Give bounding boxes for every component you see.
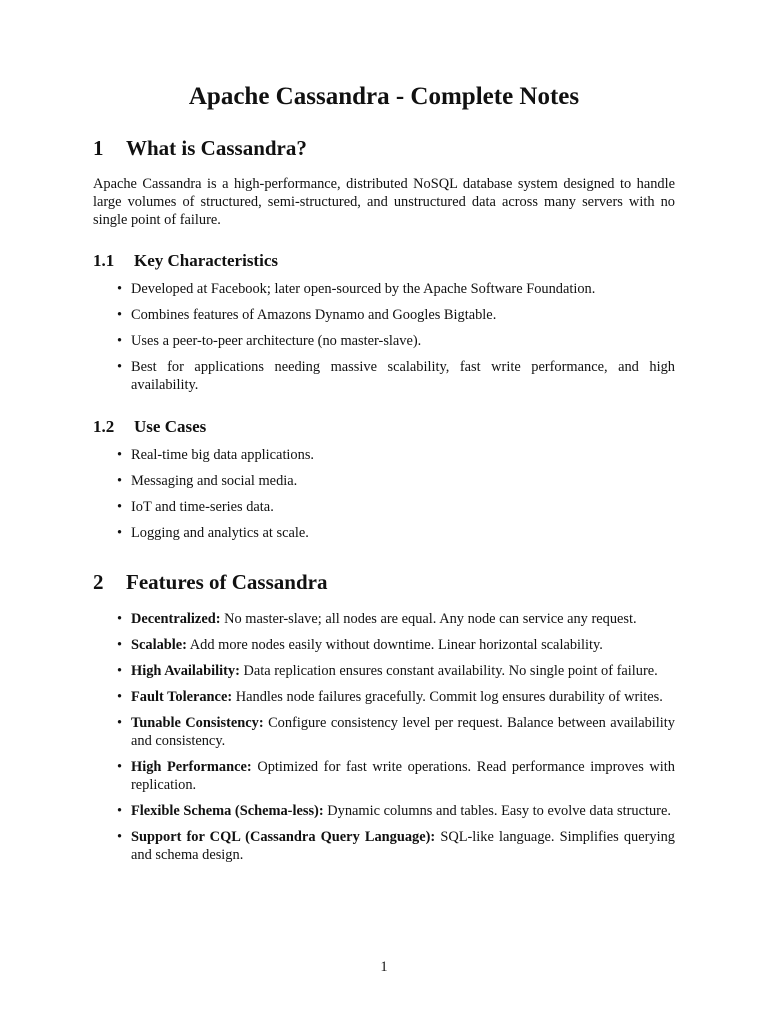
feature-text: Optimized for fast write operations. Read performance improves with replication. — [131, 759, 675, 793]
feature-term: Flexible Schema (Schema-less): — [131, 803, 324, 819]
feature-text: Add more nodes easily without downtime. Linear horizontal scalability. — [189, 637, 603, 653]
bullet-icon: • — [117, 307, 123, 323]
key-characteristics-list — [93, 280, 675, 402]
feature-text: SQL-like language. Simplifies querying and schema design. — [131, 829, 675, 863]
section-number: 1 — [93, 136, 104, 160]
bullet-icon: • — [117, 333, 123, 349]
subsection-number: 1.2 — [93, 417, 115, 436]
bullet-icon: • — [117, 499, 123, 515]
list-item — [93, 610, 675, 628]
feature-term: Tunable Consistency: — [131, 715, 264, 731]
list-item — [93, 714, 675, 750]
subsection-title: Use Cases — [134, 417, 207, 436]
list-item — [93, 636, 675, 654]
section-heading-1 — [93, 135, 307, 161]
feature-text: No master-slave; all nodes are equal. Any node can service any request. — [224, 611, 637, 627]
bullet-icon: • — [117, 611, 123, 627]
feature-term: Support for CQL (Cassandra Query Language): — [131, 829, 436, 845]
section-number: 2 — [93, 570, 104, 594]
feature-term: Fault Tolerance: — [131, 689, 233, 705]
list-item — [93, 828, 675, 864]
list-item: • Real-time big data applications. — [117, 447, 315, 463]
bullet-icon: • — [117, 663, 123, 679]
subsection-number: 1.1 — [93, 251, 115, 270]
subsection-title: Key Characteristics — [134, 251, 278, 270]
feature-text: Handles node failures gracefully. Commit log ensures durability of writes. — [235, 689, 663, 705]
list-item: • Best for applications needing massive scalability, fast write performance, and high availability. — [117, 359, 675, 393]
feature-term: High Availability: — [131, 663, 240, 679]
list-item: • Developed at Facebook; later open-sourced by the Apache Software Foundation. — [117, 281, 596, 297]
list-item: • IoT and time-series data. — [117, 499, 274, 515]
list-item — [93, 802, 675, 820]
list-item: • Uses a peer-to-peer architecture (no master-slave). — [117, 333, 422, 349]
section-intro-paragraph: Apache Cassandra is a high-performance, distributed NoSQL database system designed to handle large volumes of structured, semi-structured, and unstructured data across many servers with no single point of failure. — [93, 176, 675, 228]
list-item: • Messaging and social media. — [117, 473, 298, 489]
use-cases-list — [93, 446, 675, 550]
section-title: Features of Cassandra — [126, 570, 328, 594]
subsection-heading-1-2 — [93, 416, 206, 438]
bullet-icon: • — [117, 829, 123, 845]
document-title: Apache Cassandra - Complete Notes — [188, 83, 580, 110]
bullet-icon: • — [117, 759, 123, 775]
section-heading-2 — [93, 569, 327, 595]
feature-term: High Performance: — [131, 759, 252, 775]
page-number: 1 — [380, 959, 388, 975]
feature-text: Configure consistency level per request. Balance between availability and consistency. — [131, 715, 675, 749]
bullet-icon: • — [117, 689, 123, 705]
bullet-icon: • — [117, 525, 123, 541]
list-item — [93, 758, 675, 794]
subsection-heading-1-1 — [93, 250, 278, 272]
bullet-icon: • — [117, 281, 123, 297]
feature-term: Scalable: — [131, 637, 187, 653]
bullet-icon: • — [117, 803, 123, 819]
list-item — [93, 662, 675, 680]
feature-text: Data replication ensures constant availability. No single point of failure. — [243, 663, 658, 679]
bullet-icon: • — [117, 473, 123, 489]
feature-term: Decentralized: — [131, 611, 221, 627]
bullet-icon: • — [117, 447, 123, 463]
bullet-icon: • — [117, 637, 123, 653]
features-list — [93, 610, 675, 872]
feature-text: Dynamic columns and tables. Easy to evolve data structure. — [327, 803, 671, 819]
list-item — [93, 688, 675, 706]
list-item: • Combines features of Amazons Dynamo and Googles Bigtable. — [117, 307, 497, 323]
bullet-icon: • — [117, 359, 123, 375]
section-title: What is Cassandra? — [126, 136, 307, 160]
bullet-icon: • — [117, 715, 123, 731]
list-item: • Logging and analytics at scale. — [117, 525, 309, 541]
